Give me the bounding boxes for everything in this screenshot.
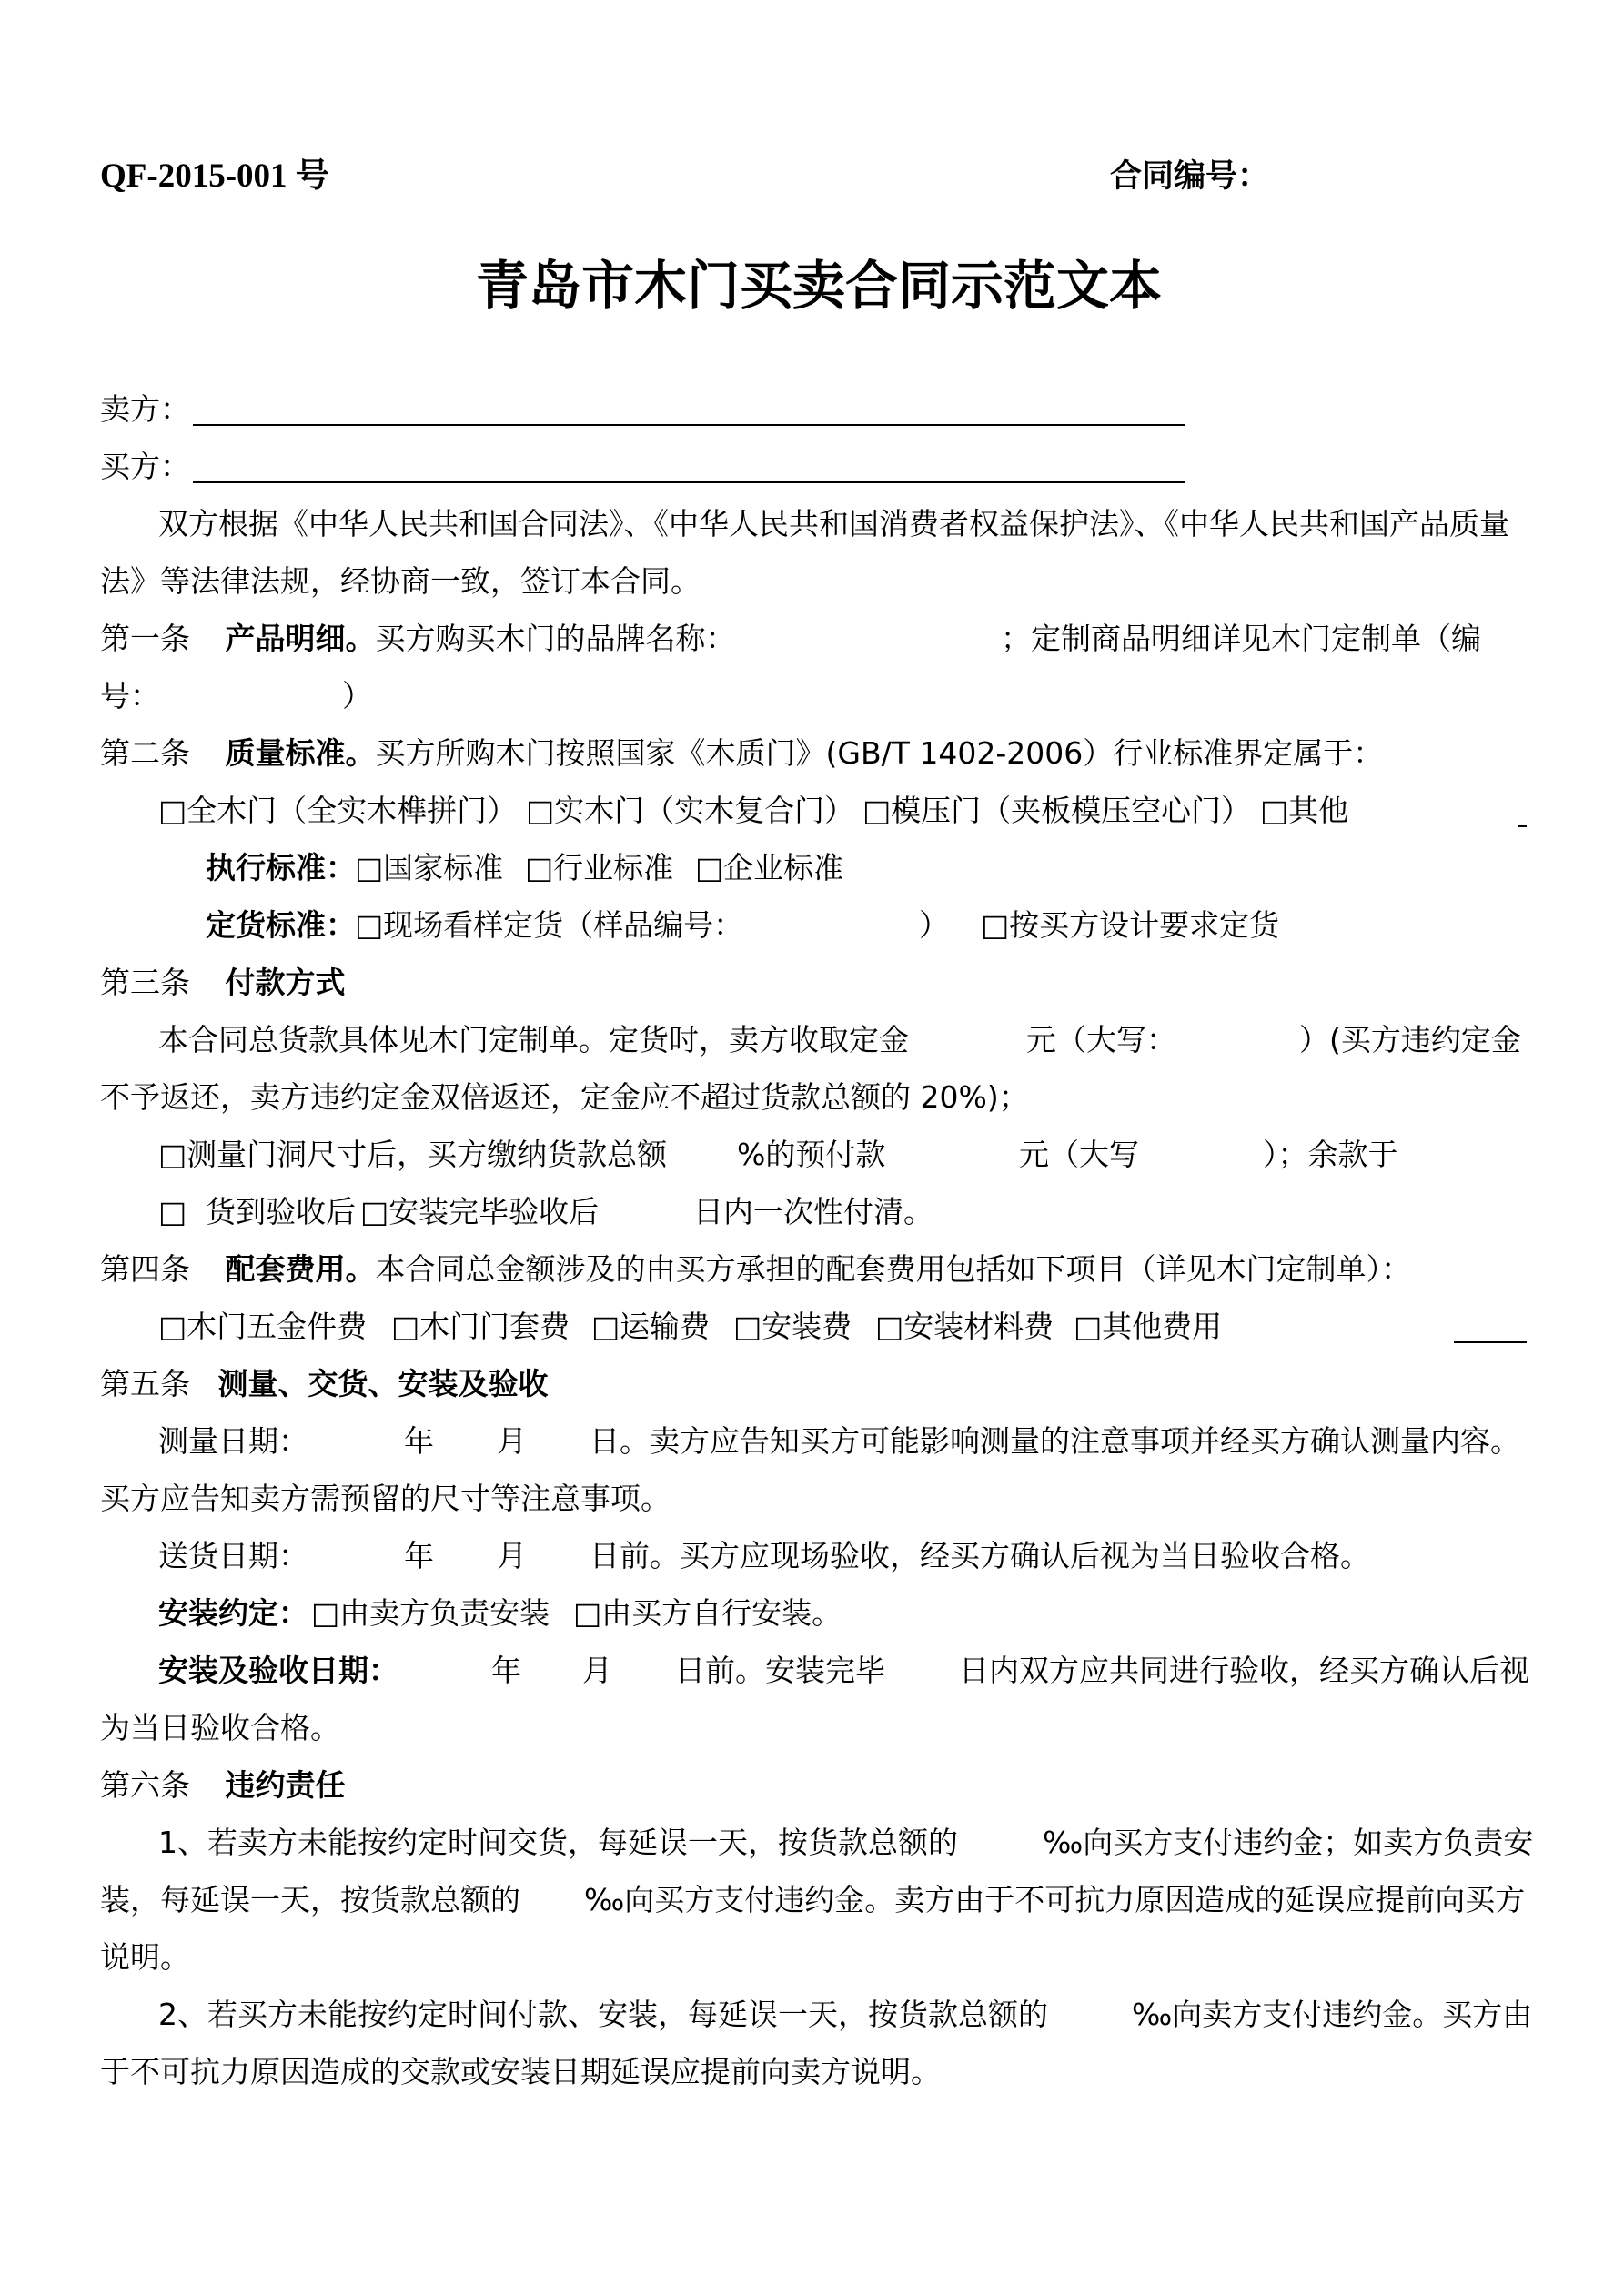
article5-title: 测量、交货、安装及验收 — [217, 1366, 549, 1401]
fee-door-frame[interactable]: □木门门套费 — [391, 1309, 570, 1344]
order-standard-design[interactable]: □按买方设计要求定货 — [981, 907, 1280, 943]
exec-standard-national[interactable]: □国家标准 — [355, 850, 504, 885]
balance-option-delivery[interactable]: □ 货到验收后 — [158, 1194, 357, 1229]
measure-date-label: 测量日期： — [158, 1423, 308, 1459]
measure-month: 月 — [497, 1423, 527, 1459]
balance-days-text: 日内一次性付清。 — [693, 1194, 933, 1229]
article3-title: 付款方式 — [225, 965, 346, 1000]
install-label: 安装约定： — [158, 1595, 308, 1631]
intro-line-1: 双方根据《中华人民共和国合同法》、《中华人民共和国消费者权益保护法》、《中华人民共和国产品质量 — [158, 506, 1509, 541]
acceptance-year: 年 — [491, 1653, 521, 1688]
breach-seller-text-3: 装，每延误一天，按货款总额的 — [100, 1882, 520, 1917]
breach-buyer-text-1: 2、若买方未能按约定时间付款、安装，每延误一天，按货款总额的 — [158, 1997, 1048, 2032]
exec-standard-industry[interactable]: □行业标准 — [525, 850, 674, 885]
delivery-year: 年 — [404, 1538, 434, 1573]
article6-title: 违约责任 — [225, 1767, 346, 1803]
buyer-line — [100, 447, 190, 487]
article5-number: 第五条 — [100, 1366, 190, 1401]
order-standard-sample[interactable]: □现场看样定货（样品编号： — [355, 907, 744, 943]
seller-line — [100, 389, 190, 430]
deposit-capital-label: 元（大写： — [1026, 1022, 1176, 1057]
seller-blank[interactable] — [193, 424, 1185, 426]
article1-number: 第一条 — [100, 621, 190, 656]
acceptance-text-2: 日内双方应共同进行验收，经买方确认后视 — [959, 1653, 1529, 1688]
article6-heading — [100, 1765, 346, 1805]
article4-line-1 — [100, 1249, 1411, 1290]
prepay-capital-label: 元（大写 — [1019, 1137, 1139, 1172]
breach-seller-text-4: ‰向买方支付违约金。卖方由于不可抗力原因造成的延误应提前向买方 — [584, 1882, 1526, 1917]
balance-text: ）；余款于 — [1263, 1137, 1398, 1172]
breach-buyer-text-3: 于不可抗力原因造成的交款或安装日期延误应提前向卖方说明。 — [100, 2054, 941, 2089]
deposit-rule-line: 不予返还，卖方违约定金双倍返还，定金应不超过货款总额的 20%)； — [100, 1079, 1029, 1115]
fee-hardware[interactable]: □木门五金件费 — [158, 1309, 368, 1344]
article1-text-2: ；定制商品明细详见木门定制单（编 — [1001, 621, 1481, 656]
acceptance-month: 月 — [582, 1653, 612, 1688]
install-by-buyer[interactable]: □由买方自行安装。 — [573, 1595, 842, 1631]
article1-title: 产品明细。 — [225, 621, 376, 656]
fee-transport[interactable]: □运输费 — [591, 1309, 711, 1344]
measure-notice-line: 买方应告知卖方需预留的尺寸等注意事项。 — [100, 1481, 671, 1516]
article2-line-1 — [100, 733, 1383, 774]
article4-text: 本合同总金额涉及的由买方承担的配套费用包括如下项目（详见木门定制单）： — [375, 1251, 1411, 1287]
measure-year: 年 — [404, 1423, 434, 1459]
measure-day-text: 日。卖方应告知买方可能影响测量的注意事项并经买方确认测量内容。 — [590, 1423, 1520, 1459]
deposit-breach-text: ）(买方违约定金 — [1299, 1022, 1521, 1057]
article2-text: 买方所购木门按照国家《木质门》(GB/T 1402-2006）行业标准界定属于： — [375, 735, 1384, 771]
breach-buyer-text-2: ‰向卖方支付违约金。买方由 — [1132, 1997, 1533, 2032]
article2-title: 质量标准。 — [225, 735, 376, 771]
article4-number: 第四条 — [100, 1251, 190, 1287]
fee-installation[interactable]: □安装费 — [733, 1309, 852, 1344]
order-standard-label: 定货标准： — [206, 907, 356, 943]
article3-number: 第三条 — [100, 965, 190, 1000]
article1-line-1 — [100, 619, 736, 659]
door-type-option-4[interactable]: □其他 — [1260, 793, 1349, 828]
acceptance-date-label: 安装及验收日期： — [158, 1653, 398, 1688]
acceptance-line-2: 为当日验收合格。 — [100, 1710, 340, 1745]
article1-line-2 — [100, 676, 160, 716]
seller-label: 卖方： — [100, 391, 190, 427]
contract-number-label: 合同编号： — [1110, 158, 1270, 195]
balance-option-install[interactable]: □安装完毕验收后 — [360, 1194, 600, 1229]
other-fee-blank[interactable] — [1454, 1341, 1527, 1343]
delivery-month: 月 — [497, 1538, 527, 1573]
breach-seller-text-1: 1、若卖方未能按约定时间交货，每延误一天，按货款总额的 — [158, 1825, 958, 1860]
deposit-text: 本合同总货款具体见木门定制单。定货时，卖方收取定金 — [158, 1022, 909, 1057]
breach-seller-text-2: ‰向买方支付违约金；如卖方负责安 — [1043, 1825, 1534, 1860]
intro-line-2: 法》等法律法规，经协商一致，签订本合同。 — [100, 563, 701, 599]
door-type-option-2[interactable]: □实木门（实木复合门） — [526, 793, 855, 828]
exec-standard-label: 执行标准： — [206, 850, 356, 885]
acceptance-text-1: 日前。安装完毕 — [675, 1653, 885, 1688]
form-code: QF-2015-001 号 — [100, 157, 329, 195]
buyer-blank[interactable] — [193, 481, 1185, 483]
prepay-percent-text: %的预付款 — [737, 1137, 886, 1172]
breach-seller-text-5: 说明。 — [100, 1939, 190, 1975]
delivery-date-label: 送货日期： — [158, 1538, 308, 1573]
install-by-seller[interactable]: □由卖方负责安装 — [311, 1595, 550, 1631]
order-number-close: ） — [342, 678, 372, 713]
article5-heading — [100, 1364, 549, 1404]
article6-number: 第六条 — [100, 1767, 190, 1803]
article4-title: 配套费用。 — [225, 1251, 376, 1287]
sample-number-close: ） — [919, 907, 949, 943]
other-type-blank[interactable] — [1518, 825, 1527, 827]
buyer-label: 买方： — [100, 449, 190, 484]
fee-other[interactable]: □其他费用 — [1074, 1309, 1223, 1344]
document-title: 青岛市木门买卖合同示范文本 — [475, 255, 1162, 317]
door-type-option-1[interactable]: □全木门（全实木榫拼门） — [158, 793, 518, 828]
article3-heading — [100, 963, 346, 1003]
fee-install-material[interactable]: □安装材料费 — [875, 1309, 1054, 1344]
door-type-option-3[interactable]: □模压门（夹板模压空心门） — [862, 793, 1252, 828]
delivery-day-text: 日前。买方应现场验收，经买方确认后视为当日验收合格。 — [590, 1538, 1370, 1573]
exec-standard-enterprise[interactable]: □企业标准 — [695, 850, 844, 885]
order-number-label: 号： — [100, 678, 160, 713]
article1-text: 买方购买木门的品牌名称： — [375, 621, 736, 656]
article2-number: 第二条 — [100, 735, 190, 771]
prepay-option[interactable]: □测量门洞尺寸后，买方缴纳货款总额 — [158, 1137, 668, 1172]
